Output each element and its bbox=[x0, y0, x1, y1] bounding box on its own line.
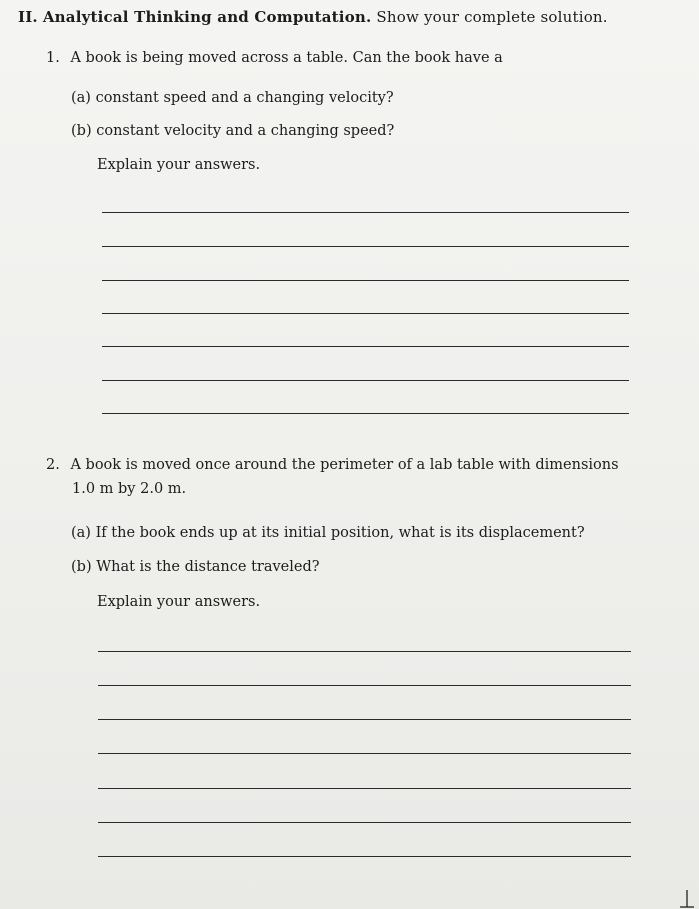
question-2-part-b-label: (b) bbox=[71, 559, 92, 575]
question-1-part-a-text: constant speed and a changing velocity? bbox=[95, 90, 394, 106]
question-1-part-b bbox=[71, 122, 394, 140]
answer-line[interactable] bbox=[98, 651, 631, 652]
question-2-text-line-2: 1.0 m by 2.0 m. bbox=[72, 481, 187, 497]
answer-line[interactable] bbox=[102, 313, 629, 314]
answer-line[interactable] bbox=[98, 685, 631, 686]
question-1-part-b-text: constant velocity and a changing speed? bbox=[96, 123, 395, 139]
section-instruction: Show your complete solution. bbox=[376, 8, 608, 26]
section-numeral: II. bbox=[18, 8, 38, 26]
answer-line[interactable] bbox=[102, 246, 629, 247]
question-2-text-line-1: A book is moved once around the perimeter of a lab table with dimensions bbox=[70, 457, 619, 473]
answer-line[interactable] bbox=[98, 856, 631, 857]
question-2-prompt: Explain your answers. bbox=[97, 594, 261, 610]
question-1-part-a bbox=[71, 89, 394, 107]
answer-line[interactable] bbox=[98, 753, 631, 754]
question-1-part-b-label: (b) bbox=[71, 123, 92, 139]
question-2-number: 2. bbox=[46, 457, 60, 473]
answer-line[interactable] bbox=[98, 822, 631, 823]
answer-line[interactable] bbox=[102, 212, 629, 213]
answer-line[interactable] bbox=[98, 788, 631, 789]
question-2-part-a-label: (a) bbox=[71, 525, 91, 541]
section-heading: Analytical Thinking and Computation. bbox=[42, 8, 372, 26]
question-2-part-a-text: If the book ends up at its initial position, what is its displacement? bbox=[95, 525, 585, 541]
question-2-stem bbox=[46, 456, 619, 474]
question-1-text: A book is being moved across a table. Can the book have a bbox=[70, 50, 503, 66]
question-1-stem bbox=[46, 49, 503, 67]
answer-line[interactable] bbox=[102, 380, 629, 381]
question-1-part-a-label: (a) bbox=[71, 90, 91, 106]
corner-tick-mark bbox=[679, 888, 695, 908]
answer-line[interactable] bbox=[102, 346, 629, 347]
answer-line[interactable] bbox=[102, 413, 629, 414]
question-1-number: 1. bbox=[46, 50, 60, 66]
question-1-prompt: Explain your answers. bbox=[97, 157, 261, 173]
question-2-part-b-text: What is the distance traveled? bbox=[96, 559, 320, 575]
question-2-part-a bbox=[71, 524, 585, 542]
answer-line[interactable] bbox=[102, 280, 629, 281]
answer-line[interactable] bbox=[98, 719, 631, 720]
question-2-part-b bbox=[71, 558, 320, 576]
section-title bbox=[18, 8, 608, 26]
